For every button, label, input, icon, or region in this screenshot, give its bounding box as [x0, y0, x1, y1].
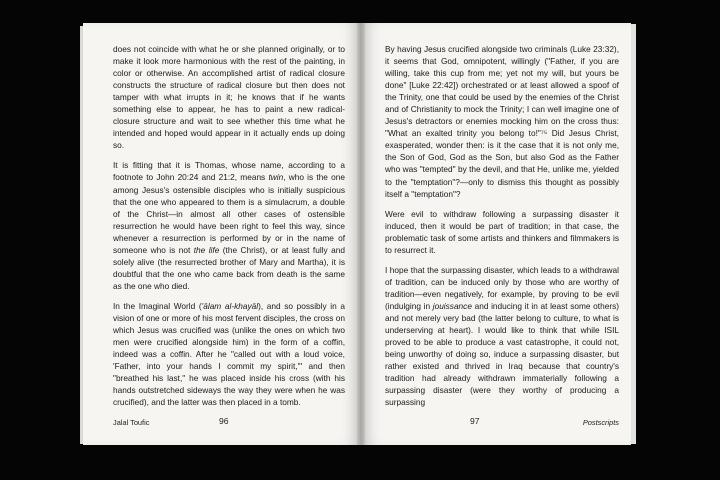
- page-number-left: 96: [219, 416, 229, 426]
- left-paragraph: [113, 300, 345, 408]
- right-page-body: [385, 43, 619, 416]
- right-page-edge: [631, 24, 636, 444]
- left-page-body: [113, 43, 345, 416]
- right-paragraph: [385, 43, 619, 200]
- text-segment: does not coincide with what he or she planned originally, or to make it look more harmonious with the rest of the painting, in color or otherwise. An accomplished artist of radical closure constructs the structure of radical closure but then does not tamper with what irrupts in it; he knows that if he wants something else to appear, he has to paint a new radical-closure structure and wait to see whether this time what he intended and hoped would appear in it actually ends up doing so.: [113, 44, 345, 151]
- left-paragraph: [113, 159, 345, 292]
- right-paragraph: [385, 264, 619, 409]
- italic-text: jouissance: [432, 300, 472, 311]
- text-segment: ), and so possibly in a vision of one or more of his most fervent disciples, the cross on which Jesus was crucified was (unlike the ones on which two men were crucified alongside him) in the form of a coffin, indeed was a coffin. After he "called out with a loud voice, 'Father, into your hands I commit my spirit,'" and then "breathed his last," he was placed inside his cross (with his hands outstretched sideways the way they were when he was crucified), and the latter was then placed in a tomb.: [113, 300, 345, 408]
- text-segment: (the Christ), or at least fully and solely alive (the resurrected brother of Mary and Martha), it is doubtful that the one who came back from death is the same as the one who died.: [113, 244, 345, 291]
- page-number-right: 97: [470, 416, 480, 426]
- text-segment: , who is the one among Jesus's ostensible disciples who is initially suspicious that the one who appeared to them is a simulacrum, a double of the Christ—in almost all other cases of ostensible resurrection he would have been right to feel this way, since whenever a resurrection is performed by or in the name of someone who is not: [113, 172, 345, 255]
- text-segment: In the Imaginal World (: [113, 300, 202, 311]
- text-segment: By having Jesus crucified alongside two criminals (Luke 23:32), it seems that God, omnipotent, willingly ("Father, if you are willing, take this cup from me; yet not my will, but yours be done" [Luke 22:42]) orchestrated or at least allowed a spoof of the Trinity, one that could be used by the enemies of the Christ and of Christianity to mock the Trinity; I can well imagine one of Jesus's detractors or enemies mocking him on the cross thus: "What an exalted trinity you belong to!"⁷⁵ Did Jesus Christ, exasperated, wonder then: is it the case that it is not only me, the Son of God, God as the Son, but also God as the Father who was "tempted" by the devil, and that He, unlike me, yielded to the "temptation"?—only to dismiss this thought as possibly itself a "temptation"?: [385, 44, 619, 199]
- book-gutter: [357, 23, 365, 445]
- italic-text: 'ālam al-khayāl: [201, 300, 259, 311]
- text-segment: I hope that the surpassing disaster, which leads to a withdrawal of tradition, can be induced only by those who are worthy of tradition—even negatively, for example, by proving to be evil (indulging in: [385, 264, 619, 311]
- left-paragraph: [113, 43, 345, 151]
- text-segment: and inducing it in at least some others) and not merely very bad (the latter belong to culture, to what is underserving at heart). I would like to think that while ISIL proved to be able to produce a vast catastrophe, it could not, being unworthy of doing so, induce a surpassing disaster, but rather existed and thrived in Iraq because that country's tradition had already withdrawn immaterially following a surpassing disaster (were they worthy of producing a surpassing: [385, 300, 620, 408]
- text-segment: It is fitting that it is Thomas, whose name, according to a footnote to John 20:24 and 21:2, means: [113, 160, 345, 183]
- running-footer-author: Jalal Toufic: [113, 418, 150, 427]
- italic-text: twin: [268, 172, 284, 183]
- right-paragraph: [385, 208, 619, 256]
- right-page: [361, 23, 631, 445]
- text-segment: Were evil to withdraw following a surpassing disaster it induced, then it would be part of tradition; in that case, the problematic task of some artists and thinkers and filmmakers is to resurrect it.: [385, 208, 619, 255]
- running-footer-section: Postscripts: [582, 418, 619, 427]
- italic-text: the life: [193, 244, 220, 255]
- left-page: [83, 23, 361, 445]
